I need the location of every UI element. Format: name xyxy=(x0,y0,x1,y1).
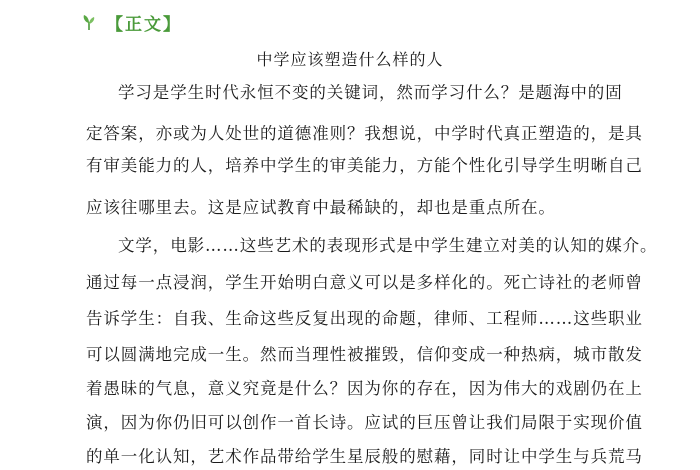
paragraph-line: 有审美能力的人，培养中学生的审美能力，方能个性化引导学生明晰自己 xyxy=(86,156,643,175)
section-label: 【正文】 xyxy=(106,14,182,35)
article-title: 中学应该塑造什么样的人 xyxy=(256,50,444,69)
paragraph-line: 的单一化认知，艺术作品带给学生星辰般的慰藉，同时让中学生与兵荒马 xyxy=(86,447,643,466)
paragraph-line: 应该往哪里去。这是应试教育中最稀缺的，却也是重点所在。 xyxy=(86,198,556,217)
section-header xyxy=(82,9,182,35)
leaf-icon xyxy=(82,13,96,31)
paragraph-line: 着愚昧的气息，意义究竟是什么？因为你的存在，因为伟大的戏剧仍在上 xyxy=(86,379,643,398)
paragraph-line: 可以圆满地完成一生。然而当理性被摧毁，信仰变成一种热病，城市散发 xyxy=(86,345,643,364)
paragraph-line: 文学，电影……这些艺术的表现形式是中学生建立对美的认知的媒介。 xyxy=(118,236,658,255)
paragraph-line: 通过每一点浸润，学生开始明白意义可以是多样化的。死亡诗社的老师曾 xyxy=(86,273,643,292)
paragraph-line: 定答案，亦或为人处世的道德准则？我想说，中学时代真正塑造的，是具 xyxy=(86,124,643,143)
paragraph-line: 告诉学生：自我、生命这些反复出现的命题，律师、工程师……这些职业 xyxy=(86,309,643,328)
paragraph-line: 学习是学生时代永恒不变的关键词，然而学习什么？是题海中的固 xyxy=(118,83,623,102)
paragraph-line: 演，因为你仍旧可以创作一首长诗。应试的巨压曾让我们局限于实现价值 xyxy=(86,413,643,432)
